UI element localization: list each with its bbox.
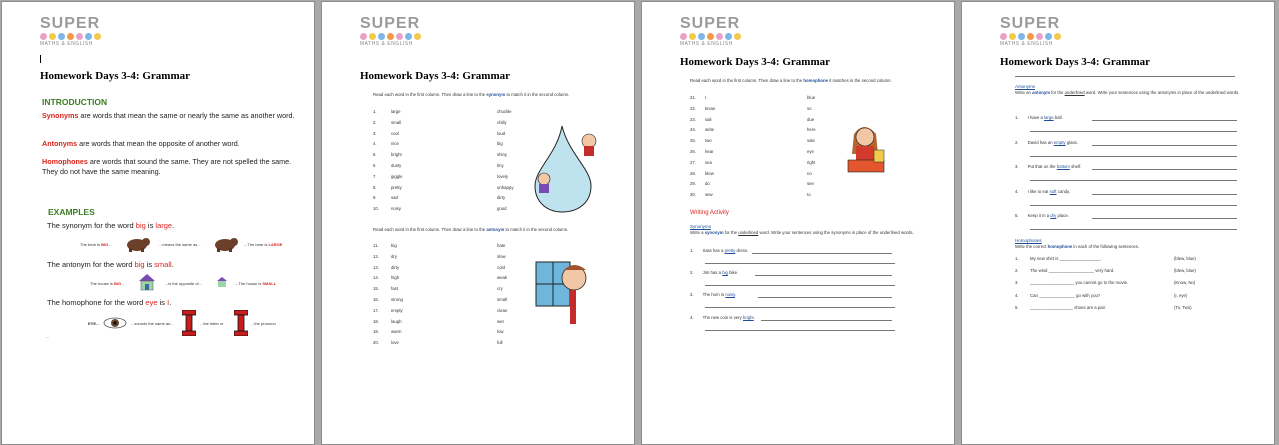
word-left: sea	[705, 159, 712, 165]
page-title: Homework Days 3-4: Grammar	[40, 70, 190, 82]
item-number: 2.	[1015, 268, 1019, 274]
word-right: see	[807, 181, 814, 187]
word-right: big	[497, 141, 503, 147]
word-right: tiny	[497, 163, 504, 168]
antonym-instructions: Read each word in the first column. Then draw a line to the antonym to match it in the second column.	[373, 227, 569, 232]
item-number: 2.	[373, 119, 377, 125]
word-right: to	[807, 192, 811, 198]
logo: SUPER MATHS & ENGLISH	[680, 15, 741, 47]
example-antonym-caption-1: The house is BIG...	[90, 281, 125, 286]
synonyms-subheading: Synonyms	[690, 224, 712, 229]
word-left: sew	[705, 192, 713, 198]
word-left: two	[705, 138, 712, 144]
word-left: sail	[705, 116, 712, 122]
answer-line	[1092, 169, 1237, 170]
top-rule	[1015, 76, 1235, 77]
logo: SUPER MATHS & ENGLISH	[1000, 15, 1061, 47]
homophone-instructions: Read each word in the first column. Then draw a line to the homophone it matches in the second column.	[690, 78, 892, 83]
homophone-options: (To, Two)	[1174, 304, 1192, 310]
answer-line	[1092, 218, 1237, 219]
word-right: cry	[497, 286, 503, 292]
sentence-prompt: 2. Jim has a big bike.	[690, 270, 739, 275]
item-number: 3.	[1015, 280, 1019, 286]
item-number: 10.	[373, 206, 379, 212]
page-title: Homework Days 3-4: Grammar	[1000, 56, 1150, 68]
word-left: know	[705, 105, 716, 111]
item-number: 17.	[373, 307, 379, 313]
word-right: wet	[497, 318, 504, 324]
example-homophone-eye: EYE...	[88, 321, 100, 326]
word-right: low	[497, 329, 504, 335]
text-cursor	[40, 55, 41, 63]
answer-line	[1092, 145, 1237, 146]
sentence-prompt: 3. The horn is noisy.	[690, 292, 737, 297]
antonym-definition: Antonyms are words that mean the opposite of another word.	[42, 139, 240, 148]
item-number: 28.	[690, 170, 696, 176]
item-number: 9.	[373, 195, 377, 201]
word-left: large	[391, 109, 401, 114]
answer-line	[761, 320, 892, 321]
house-icon	[138, 273, 156, 291]
example-homophone-caption-2: ...the letter or	[200, 321, 224, 326]
word-right: small	[497, 297, 508, 302]
item-number: 18.	[373, 318, 379, 324]
logo	[40, 16, 128, 50]
synonym-writing-instructions: Write a synonym for the underlined word. Write your sentences using the synonyms in place of the underlined words.	[690, 230, 914, 235]
answer-line	[705, 307, 895, 308]
word-right: slow	[497, 253, 506, 259]
example-homophone-caption-1: ...sounds the same as...	[131, 321, 174, 326]
word-right: blue	[807, 95, 816, 100]
word-left: giggle	[391, 173, 403, 179]
word-right: loud	[497, 130, 506, 136]
intro-heading: INTRODUCTION	[42, 97, 108, 107]
answer-line	[705, 285, 895, 286]
page-2	[321, 1, 635, 445]
sentence-prompt: 3. Put that on the bottom shelf.	[1015, 164, 1082, 169]
word-right: due	[807, 116, 815, 122]
item-number: 13.	[373, 264, 379, 270]
word-right: sale	[807, 138, 815, 144]
item-number: 12.	[373, 253, 379, 259]
example-antonym-caption-2: ...is the opposite of...	[165, 281, 202, 286]
house-icon	[217, 277, 227, 287]
item-number: 4.	[373, 141, 377, 147]
homophone-prompt: Can _______________ go with you?	[1030, 292, 1101, 298]
sewing-girl-icon	[844, 120, 890, 182]
word-left: high	[391, 275, 400, 281]
synonym-definition: Synonyms are words that mean the same or nearly the same as another word.	[42, 111, 295, 120]
item-number: 8.	[373, 184, 377, 190]
page-4	[961, 1, 1275, 445]
homophone-options: (I, eye)	[1174, 292, 1188, 298]
page-title: Homework Days 3-4: Grammar	[360, 70, 510, 82]
example-synonym-caption-3: ...The bear is LARGE	[244, 242, 283, 247]
answer-line	[1030, 205, 1237, 206]
answer-line	[758, 297, 892, 298]
window-boy-icon	[534, 260, 596, 330]
word-right: dirty	[497, 195, 506, 201]
item-number: 1.	[1015, 256, 1019, 261]
antonyms-subheading: Antonyms	[1015, 84, 1036, 89]
homophone-options: (blew, blue)	[1174, 268, 1196, 274]
item-number: 4.	[1015, 292, 1019, 298]
item-number: 7.	[373, 173, 377, 179]
item-number: 5.	[1015, 304, 1019, 310]
water-drop-icon	[527, 124, 599, 214]
antonym-writing-instructions: Write an antonym for the underlined word. Write your sentences using the antonyms in place of the underlined words.	[1015, 90, 1240, 95]
homophone-options: (blew, blue)	[1174, 256, 1196, 261]
word-right: cold	[497, 264, 505, 270]
item-number: 25.	[690, 138, 696, 144]
logo-word: SUPER	[40, 15, 101, 32]
word-left: I	[705, 95, 707, 100]
item-number: 22.	[690, 105, 696, 111]
page-3	[641, 1, 955, 445]
word-left: hear	[705, 149, 714, 154]
word-right: no	[807, 170, 812, 176]
word-left: dry	[391, 253, 397, 259]
example-antonym-caption-3: ...The house is SMALL	[235, 281, 277, 286]
word-left: love	[391, 340, 399, 346]
answer-line	[1092, 120, 1237, 121]
word-left: do	[705, 181, 710, 187]
word-right: eye	[807, 149, 814, 154]
item-number: 29.	[690, 181, 696, 187]
word-left: cool	[391, 130, 399, 136]
homophone-prompt: My new shirt is _________________.	[1030, 256, 1102, 261]
word-left: sad	[391, 195, 398, 201]
word-right: shiny	[497, 152, 508, 158]
homophone-prompt: __________________, you cannot go to the movie.	[1030, 280, 1129, 286]
word-left: warm	[391, 329, 402, 335]
word-right: unhappy	[497, 184, 514, 190]
examples-heading: EXAMPLES	[48, 207, 95, 217]
answer-line	[1030, 180, 1237, 181]
word-left: laugh	[391, 318, 402, 324]
word-left: empty	[391, 307, 403, 313]
sentence-prompt: 1. Sara has a pretty dress.	[690, 248, 749, 253]
answer-line	[1030, 131, 1237, 132]
word-right: chuckle	[497, 109, 512, 114]
page-1	[1, 1, 315, 445]
word-left: nice	[391, 141, 399, 147]
word-left: blew	[705, 170, 714, 176]
item-number: 20.	[373, 340, 379, 346]
word-right: full	[497, 340, 503, 346]
sentence-prompt: 5. Keep it in a dry place.	[1015, 213, 1069, 218]
item-number: 14.	[373, 275, 379, 281]
letter-i-icon	[182, 310, 196, 336]
item-number: 21.	[690, 95, 696, 100]
word-right: weak	[497, 275, 508, 281]
item-number: 3.	[373, 130, 377, 136]
homophone-prompt: The wind ___________________ very hard.	[1030, 268, 1115, 274]
bear-icon	[124, 236, 150, 252]
answer-line	[1092, 194, 1237, 195]
example-synonym-caption-1: The bear is BIG...	[80, 242, 112, 247]
word-right: so	[807, 105, 812, 111]
item-number: 23.	[690, 116, 696, 122]
item-number: 6.	[373, 163, 377, 168]
sentence-prompt: 4. I like to eat soft candy.	[1015, 189, 1071, 194]
homophones-subheading: Homophones	[1015, 238, 1042, 243]
item-number: 24.	[690, 127, 696, 133]
word-right: here	[807, 127, 816, 133]
example-antonym: The antonym for the word big is small.	[47, 260, 174, 269]
answer-line	[1030, 229, 1237, 230]
item-number: 30.	[690, 192, 696, 198]
word-right: right	[807, 159, 816, 165]
sentence-prompt: 1. I have a large ball.	[1015, 115, 1063, 120]
word-left: write	[705, 127, 715, 133]
item-number: 26.	[690, 149, 696, 154]
word-left: big	[391, 243, 397, 248]
answer-line	[752, 253, 892, 254]
sentence-prompt: 2. David has an empty glass.	[1015, 140, 1078, 145]
example-homophone: The homophone for the word eye is I.	[47, 298, 172, 307]
word-left: noisy	[391, 206, 402, 212]
sentence-prompt: 4. The new coin is very bright.	[690, 315, 755, 320]
item-number: 15.	[373, 286, 379, 292]
bear-icon	[212, 236, 238, 252]
word-left: strong	[391, 297, 403, 302]
answer-line	[1030, 156, 1237, 157]
answer-line	[755, 275, 892, 276]
homophone-writing-instructions: Write the correct homophone in each of the following sentences.	[1015, 244, 1140, 249]
word-right: chilly	[497, 119, 507, 125]
word-right: hate	[497, 243, 506, 248]
item-number: 27.	[690, 159, 696, 165]
item-number: 5.	[373, 152, 377, 158]
word-left: dirty	[391, 264, 400, 270]
word-right: lovely	[497, 173, 508, 179]
answer-line	[705, 330, 895, 331]
item-number: 19.	[373, 329, 379, 335]
logo: SUPER MATHS & ENGLISH	[360, 15, 421, 47]
eye-icon	[103, 316, 127, 330]
word-left: pretty	[391, 184, 402, 190]
ellipsis: ...	[46, 334, 50, 339]
item-number: 1.	[373, 109, 377, 114]
letter-i-icon	[234, 310, 248, 336]
example-synonym-caption-2: ...means the same as...	[159, 242, 201, 247]
word-left: fast	[391, 286, 398, 292]
homophone-options: (Know, No)	[1174, 280, 1196, 286]
answer-line	[705, 263, 895, 264]
logo-sub: MATHS & ENGLISH	[40, 41, 93, 47]
homophone-prompt: __________________ shoes are a pair.	[1030, 304, 1106, 310]
word-left: bright	[391, 152, 402, 158]
word-right: good	[497, 206, 507, 212]
homophone-definition: Homophones are words that sound the same. They are not spelled the same. They do not have the same meaning.	[42, 157, 292, 176]
synonym-instructions: Read each word in the first column. Then draw a line to the synonym to match it in the second column.	[373, 92, 570, 97]
word-left: dusty	[391, 163, 402, 168]
item-number: 16.	[373, 297, 379, 302]
item-number: 11.	[373, 243, 379, 248]
word-right: clean	[497, 307, 508, 313]
page-title: Homework Days 3-4: Grammar	[680, 56, 830, 68]
writing-activity-heading: Writing Activity	[690, 210, 729, 216]
example-homophone-caption-3: ...the pronoun	[251, 321, 276, 326]
example-synonym: The synonym for the word big is large.	[47, 221, 175, 230]
word-left: small	[391, 119, 402, 125]
